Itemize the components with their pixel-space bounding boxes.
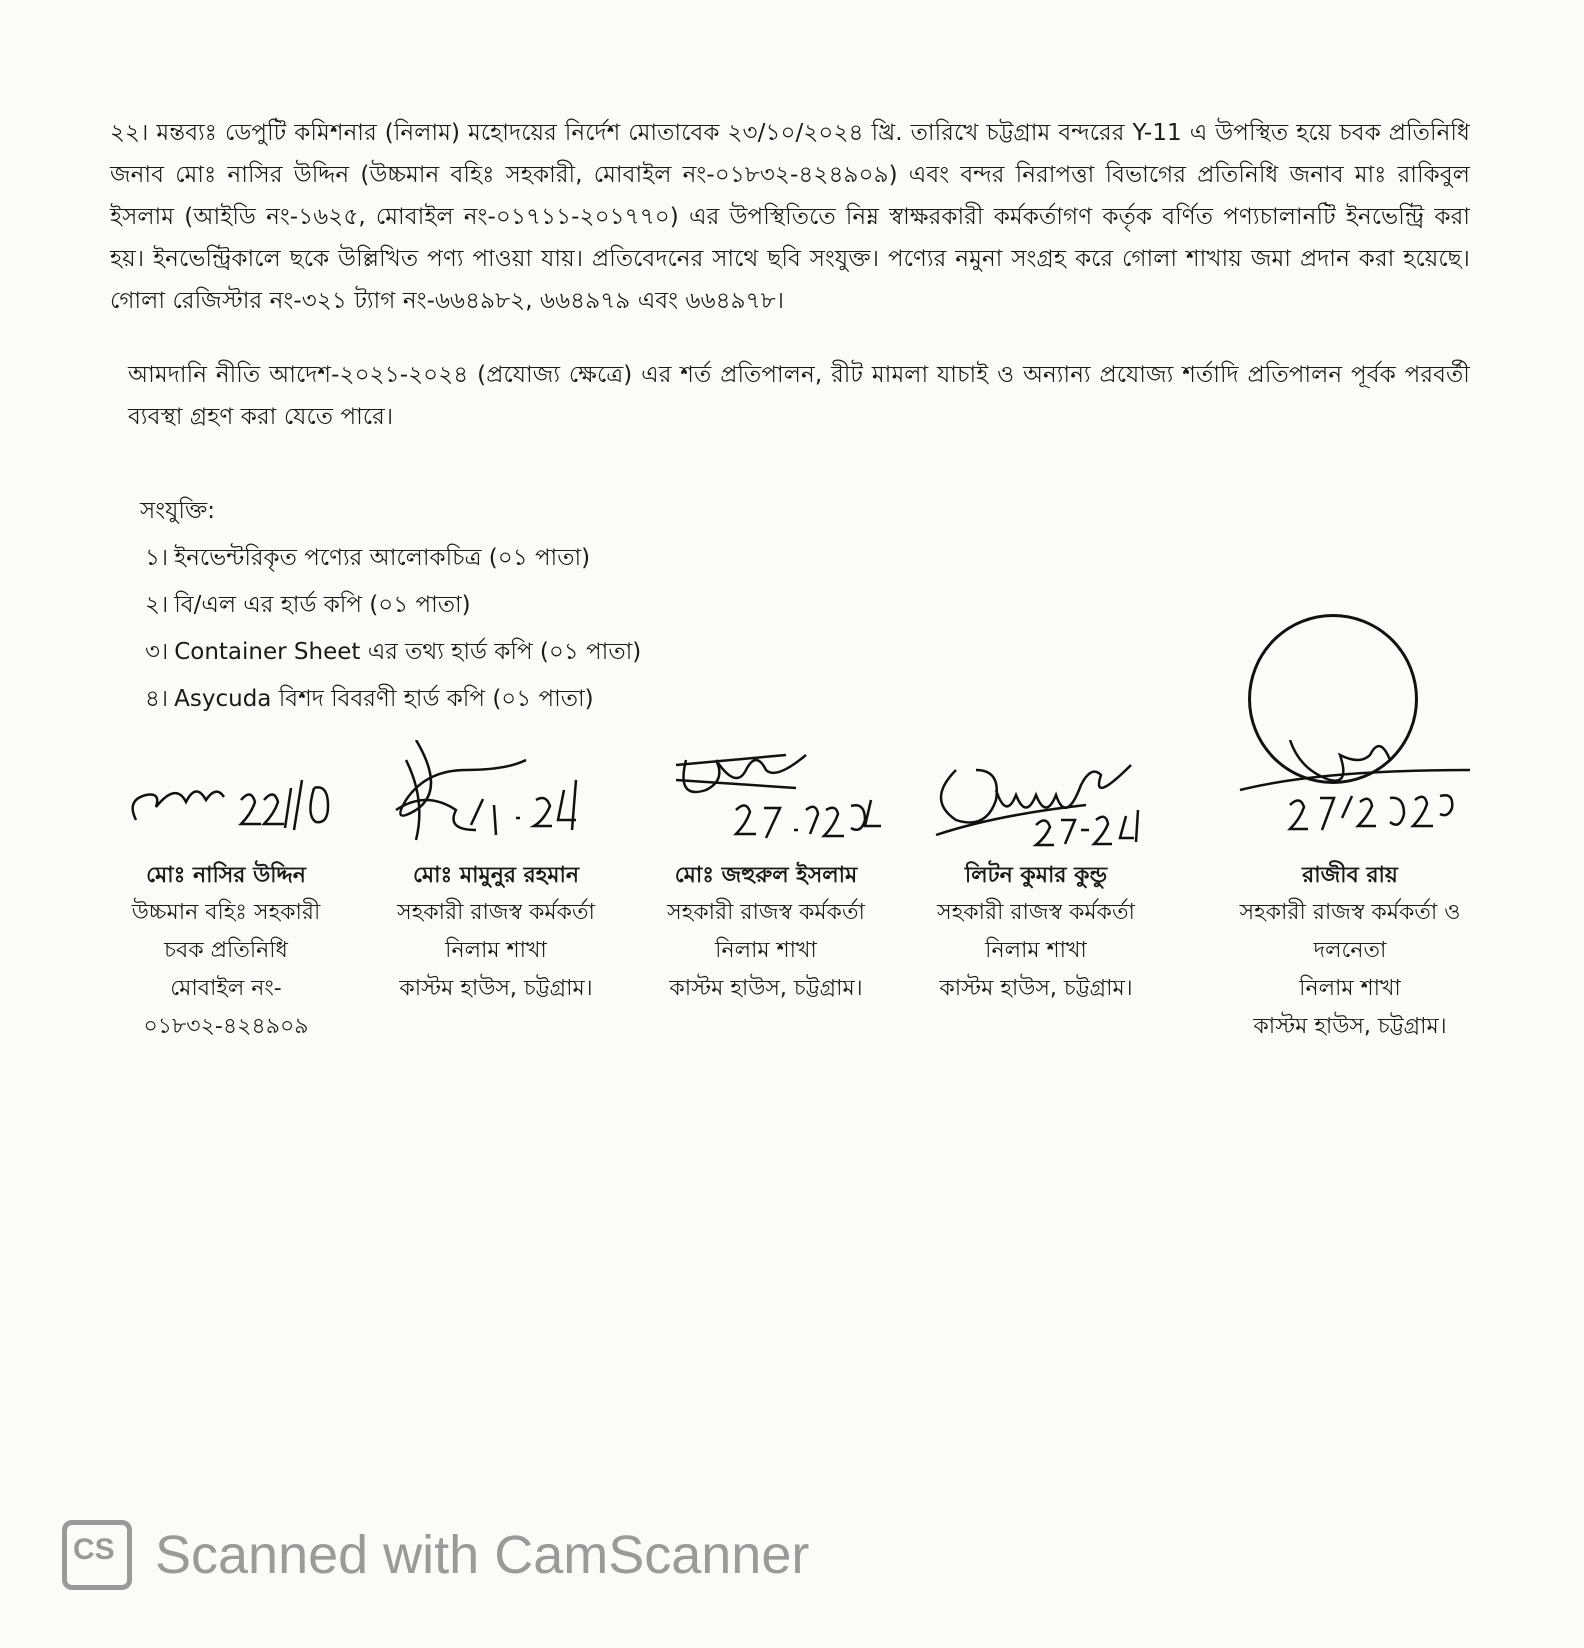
signatory-section: নিলাম শাখা bbox=[1299, 976, 1401, 1001]
signatory-name: মোঃ নাসির উদ্দিন bbox=[146, 863, 306, 888]
signatory-mobile-label: মোবাইল নং- bbox=[170, 976, 282, 1001]
handwritten-signature bbox=[1230, 740, 1470, 860]
signatory-office: কাস্টম হাউস, চট্টগ্রাম। bbox=[669, 976, 863, 1001]
signatory-name: রাজীব রায় bbox=[1302, 863, 1398, 888]
attachment-item: ৩। Container Sheet এর তথ্য হার্ড কপি (০১ পাতা) bbox=[145, 639, 642, 665]
signatory-block bbox=[1200, 740, 1500, 1040]
signatory-block bbox=[636, 740, 896, 1040]
signatory-block bbox=[906, 740, 1166, 1040]
signatory-section: নিলাম শাখা bbox=[445, 938, 547, 963]
camscanner-logo-icon: CS bbox=[62, 1520, 132, 1590]
handwritten-signature bbox=[646, 740, 886, 860]
signatory-designation: সহকারী রাজস্ব কর্মকর্তা bbox=[667, 900, 865, 925]
signatory-block bbox=[96, 740, 356, 1040]
signatory-designation: সহকারী রাজস্ব কর্মকর্তা bbox=[937, 900, 1135, 925]
signatory-mobile-number: ০১৮৩২-৪২৪৯০৯ bbox=[143, 1014, 309, 1039]
signatory-role: দলনেতা bbox=[1313, 938, 1387, 963]
signatory-name: লিটন কুমার কুন্ডু bbox=[964, 863, 1108, 888]
signatory-designation: উচ্চমান বহিঃ সহকারী bbox=[131, 900, 321, 925]
attachment-item: ২। বি/এল এর হার্ড কপি (০১ পাতা) bbox=[145, 592, 471, 618]
signatory-name: মোঃ মামুনুর রহমান bbox=[413, 863, 579, 888]
attachments-title: সংযুক্তি: bbox=[140, 498, 216, 524]
signatory-role: চবক প্রতিনিধি bbox=[164, 938, 288, 963]
signatory-name: মোঃ জহুরুল ইসলাম bbox=[674, 863, 858, 888]
handwritten-signature bbox=[106, 740, 346, 860]
signatory-section: নিলাম শাখা bbox=[715, 938, 817, 963]
signatory-office: কাস্টম হাউস, চট্টগ্রাম। bbox=[939, 976, 1133, 1001]
attachment-item: ৪। Asycuda বিশদ বিবরণী হার্ড কপি (০১ পাতা) bbox=[145, 686, 594, 712]
signatory-section: নিলাম শাখা bbox=[985, 938, 1087, 963]
signatory-designation: সহকারী রাজস্ব কর্মকর্তা bbox=[397, 900, 595, 925]
attachment-item: ১। ইনভেন্টরিকৃত পণ্যের আলোকচিত্র (০১ পাতা) bbox=[145, 545, 591, 571]
attachments-list bbox=[145, 535, 641, 723]
signatory-block bbox=[366, 740, 626, 1040]
signatory-designation: সহকারী রাজস্ব কর্মকর্তা ও bbox=[1239, 900, 1461, 925]
handwritten-signature bbox=[376, 740, 616, 860]
signatory-office: কাস্টম হাউস, চট্টগ্রাম। bbox=[399, 976, 593, 1001]
signatory-office: কাস্টম হাউস, চট্টগ্রাম। bbox=[1253, 1014, 1447, 1039]
recommendation-paragraph: আমদানি নীতি আদেশ-২০২১-২০২৪ (প্রযোজ্য ক্ষেত্রে) এর শর্ত প্রতিপালন, রীট মামলা যাচাই ও অন্যান্য প্রযোজ্য শর্তাদি প্রতিপালন পূর্বক পরবর্তী ব্যবস্থা গ্রহণ করা যেতে পারে। bbox=[128, 362, 1470, 430]
handwritten-signature bbox=[916, 740, 1156, 860]
scanner-watermark: Scanned with CamScanner bbox=[155, 1525, 810, 1585]
remarks-paragraph: ২২। মন্তব্যঃ ডেপুটি কমিশনার (নিলাম) মহোদয়ের নির্দেশ মোতাবেক ২৩/১০/২০২৪ খ্রি. তারিখে চট্টগ্রাম বন্দরের Y-11 এ উপস্থিত হয়ে চবক প্রতিনিধি জনাব মোঃ নাসির উদ্দিন (উচ্চমান বহিঃ সহকারী, মোবাইল নং-০১৮৩২-৪২৪৯০৯) এবং বন্দর নিরাপত্তা বিভাগের প্রতিনিধি জনাব মাঃ রাকিবুল ইসলাম (আইডি নং-১৬২৫, মোবাইল নং-০১৭১১-২০১৭৭০) এর উপস্থিতিতে নিম্ন স্বাক্ষরকারী কর্মকর্তাগণ কর্তৃক বর্ণিত পণ্যচালানটি ইনভেন্ট্রি করা হয়। ইনভেন্ট্রিকালে ছকে উল্লিখিত পণ্য পাওয়া যায়। প্রতিবেদনের সাথে ছবি সংযুক্ত। পণ্যের নমুনা সংগ্রহ করে গোলা শাখায় জমা প্রদান করা হয়েছে। গোলা রেজিস্টার নং-৩২১ ট্যাগ নং-৬৬৪৯৮২, ৬৬৪৯৭৯ এবং ৬৬৪৯৭৮। bbox=[110, 120, 1470, 314]
